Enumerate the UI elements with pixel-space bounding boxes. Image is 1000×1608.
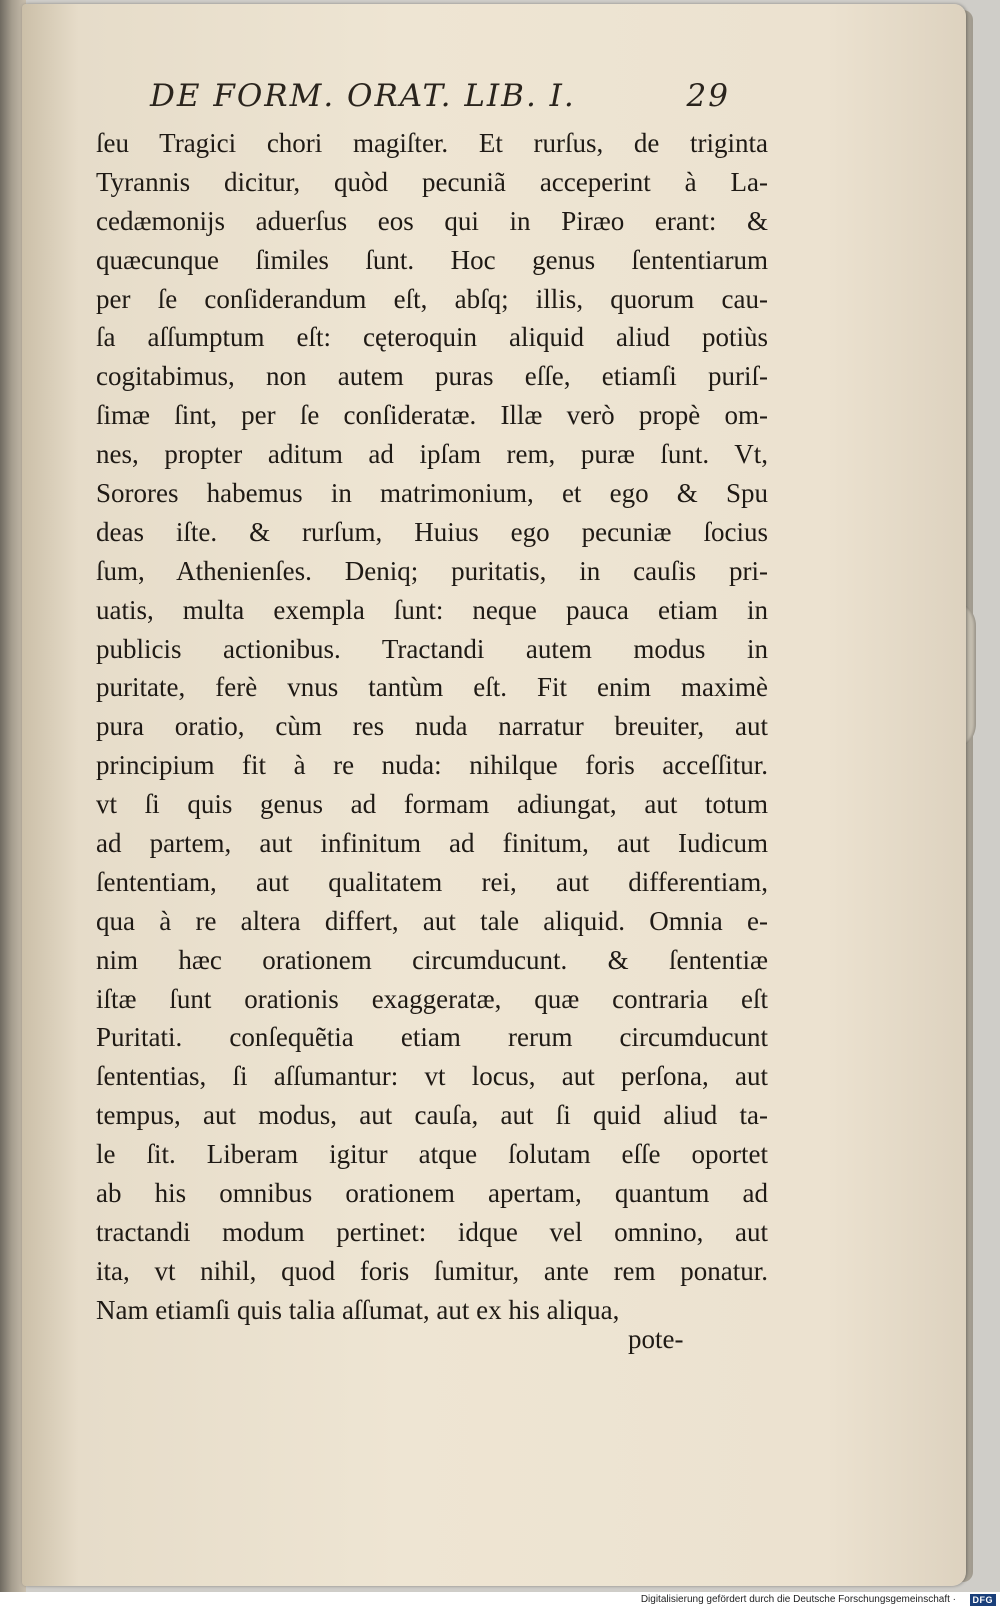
text-line: per ſe conſiderandum eſt, abſq; illis, quorum cau- <box>96 283 768 314</box>
catchword: pote- <box>628 1324 684 1354</box>
text-line: cogitabimus, non autem puras eſſe, etiamſi puriſ- <box>96 361 768 392</box>
text-line: tempus, aut modus, aut cauſa, aut ſi quid aliud ta- <box>96 1100 768 1131</box>
text-line: uatis, multa exempla ſunt: neque pauca etiam in <box>96 594 768 625</box>
text-line: ſententiam, aut qualitatem rei, aut differentiam, <box>96 866 768 897</box>
text-line: puritate, ferè vnus tantùm eſt. Fit enim maximè <box>96 672 768 703</box>
text-line: ſa aſſumptum eſt: cęteroquin aliquid aliud potiùs <box>96 322 768 353</box>
text-line: nes, propter aditum ad ipſam rem, puræ ſunt. Vt, <box>96 439 768 470</box>
text-line: nim hæc orationem circumducunt. & ſententiæ <box>96 944 768 975</box>
text-line: ſententias, ſi aſſumantur: vt locus, aut perſona, aut <box>96 1061 768 1092</box>
text-line: Puritati. conſequẽtia etiam rerum circumducunt <box>96 1022 768 1053</box>
text-line: ita, vt nihil, quod foris ſumitur, ante rem ponatur. <box>96 1255 768 1286</box>
footer-credit: Digitalisierung gefördert durch die Deutsche Forschungsgemeinschaft · <box>640 1594 956 1605</box>
text-line: le ſit. Liberam igitur atque ſolutam eſſe oportet <box>96 1139 768 1170</box>
text-line: ſum, Athenienſes. Deniq; puritatis, in cauſis pri- <box>96 555 768 586</box>
text-line: iſtæ ſunt orationis exaggeratæ, quæ contraria eſt <box>96 983 768 1014</box>
text-line: ſimæ ſint, per ſe conſideratæ. Illæ verò propè om- <box>96 400 768 431</box>
dfg-logo: DFG <box>970 1594 997 1606</box>
text-line: deas iſte. & rurſum, Huius ego pecuniæ ſocius <box>96 516 768 547</box>
text-line: cedæmonijs aduerſus eos qui in Piræo erant: & <box>96 205 768 236</box>
text-line: Sorores habemus in matrimonium, et ego & Spu <box>96 478 768 509</box>
text-line: publicis actionibus. Tractandi autem modus in <box>96 633 768 664</box>
text-line: tractandi modum pertinet: idque vel omnino, aut <box>96 1216 768 1247</box>
text-line: qua à re altera differt, aut tale aliquid. Omnia e- <box>96 905 768 936</box>
text-line: principium fit à re nuda: nihilque foris acceſſitur. <box>96 750 768 781</box>
text-line: pura oratio, cùm res nuda narratur breuiter, aut <box>96 711 768 742</box>
page-number: 29 <box>686 78 730 114</box>
body-text <box>96 124 768 1330</box>
running-header <box>150 78 730 122</box>
text-line: vt ſi quis genus ad formam adiungat, aut totum <box>96 789 768 820</box>
text-line: quæcunque ſimiles ſunt. Hoc genus ſententiarum <box>96 244 768 275</box>
running-title: DE FORM. ORAT. LIB. I. <box>150 78 576 114</box>
text-line: ab his omnibus orationem apertam, quantum ad <box>96 1178 768 1209</box>
text-line: Nam etiamſi quis talia aſſumat, aut ex his aliqua, <box>96 1294 620 1325</box>
text-line: ad partem, aut infinitum ad finitum, aut Iudicum <box>96 828 768 859</box>
text-line: ſeu Tragici chori magiſter. Et rurſus, de triginta <box>96 128 768 158</box>
footer-bar <box>0 1592 1000 1608</box>
text-line: Tyrannis dicitur, quòd pecuniã acceperint à La- <box>96 166 768 197</box>
